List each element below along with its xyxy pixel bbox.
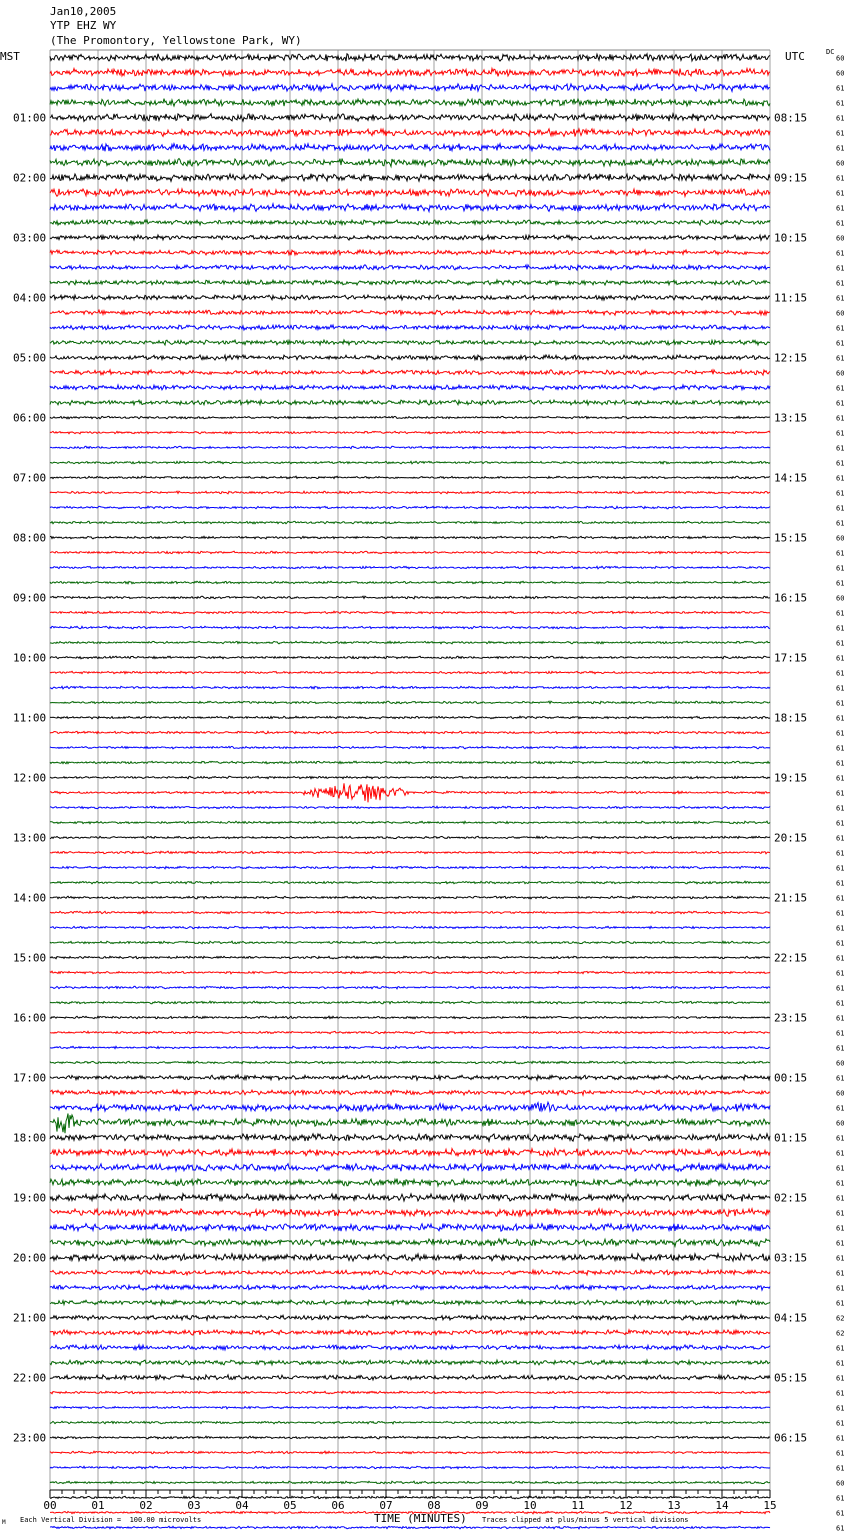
trace-line — [50, 1149, 770, 1157]
dc-offset-label: 61 — [836, 99, 845, 108]
trace-line — [50, 1285, 770, 1290]
trace-line — [50, 1075, 770, 1080]
dc-offset-label: 61 — [836, 819, 845, 828]
dc-offset-label: 61 — [836, 399, 845, 408]
trace-line — [50, 581, 770, 584]
dc-offset-label: 61 — [836, 1014, 845, 1023]
dc-offset-label: 60 — [836, 69, 845, 78]
trace-line — [50, 671, 770, 674]
trace-line — [50, 1375, 770, 1380]
trace-line — [50, 911, 770, 914]
dc-offset-label: 61 — [836, 459, 845, 468]
dc-offset-label: 61 — [836, 339, 845, 348]
trace-line — [50, 54, 770, 61]
trace-line — [50, 506, 770, 509]
trace-line — [50, 1001, 770, 1004]
vertical-division-note: Each Vertical Division = 100.00 microvolts — [20, 1516, 202, 1524]
x-tick-label: 12 — [619, 1499, 633, 1512]
right-hour-label: 16:15 — [774, 591, 808, 605]
trace-line — [50, 1061, 770, 1064]
dc-offset-label: 60 — [836, 159, 845, 168]
trace-line — [50, 1134, 770, 1141]
trace-line — [50, 340, 770, 345]
trace-line — [50, 1466, 770, 1468]
dc-offset-label: 61 — [836, 744, 845, 753]
dc-offset-label: 61 — [836, 759, 845, 768]
left-hour-label: 07:00 — [13, 471, 47, 485]
trace-line — [50, 1239, 770, 1246]
trace-line — [50, 250, 770, 255]
trace-line — [50, 295, 770, 300]
dc-offset-label: 60 — [836, 369, 845, 378]
trace-line — [50, 1421, 770, 1424]
left-hour-label: 10:00 — [13, 651, 47, 665]
right-hour-label: 19:15 — [774, 771, 808, 785]
left-hour-label: 22:00 — [13, 1371, 47, 1385]
left-hour-label: 03:00 — [13, 231, 47, 245]
trace-line — [50, 731, 770, 734]
dc-offset-label: 61 — [836, 129, 845, 138]
trace-line — [50, 99, 770, 107]
trace-line — [50, 1254, 770, 1261]
right-hour-label: 06:15 — [774, 1431, 808, 1445]
right-timezone-label: UTC — [785, 50, 805, 63]
trace-line — [50, 716, 770, 719]
dc-offset-label: 61 — [836, 684, 845, 693]
dc-offset-label: 60 — [836, 309, 845, 318]
trace-line — [50, 189, 770, 197]
trace-line — [50, 1114, 770, 1134]
dc-offset-label: 60 — [836, 1089, 845, 1098]
x-axis — [43, 1490, 776, 1512]
left-hour-label: 05:00 — [13, 351, 47, 365]
dc-offset-label: 61 — [836, 729, 845, 738]
dc-offset-label: 61 — [836, 789, 845, 798]
dc-offset-label: 61 — [836, 804, 845, 813]
dc-offset-label: 61 — [836, 1464, 845, 1473]
trace-line — [50, 596, 770, 599]
dc-offset-label: 61 — [836, 1524, 845, 1533]
header-station: YTP EHZ WY — [50, 19, 117, 32]
trace-line — [50, 1194, 770, 1202]
dc-offset-label: 61 — [836, 924, 845, 933]
trace-line — [50, 280, 770, 285]
trace-line — [50, 1270, 770, 1275]
right-hour-label: 13:15 — [774, 411, 808, 425]
trace-line — [50, 69, 770, 77]
dc-offset-label: 61 — [836, 564, 845, 573]
x-tick-label: 06 — [331, 1499, 345, 1512]
dc-offset-label: 61 — [836, 699, 845, 708]
trace-line — [50, 1496, 770, 1499]
right-hour-label: 20:15 — [774, 831, 808, 845]
left-hour-label: 11:00 — [13, 711, 47, 725]
trace-line — [50, 866, 770, 869]
right-hour-label: 21:15 — [774, 891, 808, 905]
left-timezone-label: MST — [0, 50, 20, 63]
trace-line — [50, 926, 770, 928]
right-hour-label: 00:15 — [774, 1071, 808, 1085]
right-hour-label: 05:15 — [774, 1371, 808, 1385]
trace-line — [50, 896, 770, 899]
dc-offset-label: 61 — [836, 1419, 845, 1428]
trace-line — [50, 941, 770, 944]
trace-line — [50, 746, 770, 749]
trace-line — [50, 114, 770, 122]
left-hour-label: 08:00 — [13, 531, 47, 545]
dc-offset-label: 61 — [836, 1404, 845, 1413]
trace-line — [50, 1315, 770, 1320]
dc-label: DC — [826, 48, 835, 56]
left-hour-label: 19:00 — [13, 1191, 47, 1205]
dc-offset-label: 61 — [836, 1284, 845, 1293]
dc-offset-label: 61 — [836, 609, 845, 618]
dc-offset-label: 61 — [836, 1254, 845, 1263]
trace-line — [50, 370, 770, 375]
trace-line — [50, 536, 770, 539]
trace-line — [50, 129, 770, 137]
right-hour-label: 03:15 — [774, 1251, 808, 1265]
dc-offset-label: 61 — [836, 1179, 845, 1188]
trace-line — [50, 1451, 770, 1454]
dc-offset-label: 61 — [836, 654, 845, 663]
trace-line — [50, 956, 770, 959]
trace-line — [50, 1360, 770, 1365]
dc-offset-label: 61 — [836, 144, 845, 153]
left-hour-label: 16:00 — [13, 1011, 47, 1025]
trace-line — [50, 265, 770, 270]
dc-offset-label: 61 — [836, 954, 845, 963]
trace-line — [50, 1016, 770, 1019]
right-hour-label: 11:15 — [774, 291, 808, 305]
dc-offset-label: 61 — [836, 849, 845, 858]
trace-line — [50, 235, 770, 240]
dc-offset-label: 61 — [836, 834, 845, 843]
trace-line — [50, 1164, 770, 1172]
x-tick-label: 03 — [187, 1499, 201, 1512]
dc-offset-label: 61 — [836, 219, 845, 228]
dc-offset-label: 60 — [836, 594, 845, 603]
x-tick-label: 00 — [43, 1499, 57, 1512]
header-location: (The Promontory, Yellowstone Park, WY) — [50, 34, 302, 47]
dc-offset-label: 61 — [836, 429, 845, 438]
trace-line — [50, 686, 770, 689]
clip-note: Traces clipped at plus/minus 5 vertical divisions — [482, 1516, 689, 1524]
left-hour-label: 15:00 — [13, 951, 47, 965]
dc-offset-label: 61 — [836, 774, 845, 783]
right-hour-label: 18:15 — [774, 711, 808, 725]
trace-line — [50, 491, 770, 494]
x-tick-label: 02 — [139, 1499, 153, 1512]
dc-offset-label: 61 — [836, 384, 845, 393]
dc-offset-label: 61 — [836, 1494, 845, 1503]
dc-offset-label: 61 — [836, 1029, 845, 1038]
right-hour-label: 02:15 — [774, 1191, 808, 1205]
trace-line — [50, 355, 770, 360]
dc-offset-label: 61 — [836, 204, 845, 213]
trace-line — [50, 881, 770, 884]
dc-offset-label: 61 — [836, 579, 845, 588]
trace-line — [50, 1209, 770, 1217]
dc-offset-label: 61 — [836, 1104, 845, 1113]
x-tick-label: 14 — [715, 1499, 729, 1512]
trace-line — [50, 656, 770, 659]
trace-line — [50, 1526, 770, 1529]
trace-line — [50, 1436, 770, 1439]
left-hour-label: 02:00 — [13, 171, 47, 185]
trace-line — [50, 1481, 770, 1484]
dc-offset-label: 61 — [836, 504, 845, 513]
dc-offset-label: 61 — [836, 1374, 845, 1383]
dc-offset-label: 61 — [836, 879, 845, 888]
traces — [50, 54, 770, 1534]
dc-offset-label: 60 — [836, 1479, 845, 1488]
trace-line — [50, 626, 770, 629]
left-hour-label: 23:00 — [13, 1431, 47, 1445]
dc-offset-label: 61 — [836, 624, 845, 633]
right-hour-label: 14:15 — [774, 471, 808, 485]
right-hour-label: 04:15 — [774, 1311, 808, 1325]
dc-offset-label: 61 — [836, 1164, 845, 1173]
left-hour-label: 14:00 — [13, 891, 47, 905]
left-hour-label: 06:00 — [13, 411, 47, 425]
dc-offset-label: 61 — [836, 1389, 845, 1398]
dc-offset-label: 61 — [836, 264, 845, 273]
right-hour-label: 01:15 — [774, 1131, 808, 1145]
right-hour-label: 22:15 — [774, 951, 808, 965]
trace-line — [50, 971, 770, 974]
trace-line — [50, 1031, 770, 1033]
dc-offset-label: 60 — [836, 234, 845, 243]
dc-offset-label: 61 — [836, 84, 845, 93]
right-hour-label: 08:15 — [774, 111, 808, 125]
left-hour-label: 18:00 — [13, 1131, 47, 1145]
dc-offset-label: 61 — [836, 174, 845, 183]
left-hour-label: 21:00 — [13, 1311, 47, 1325]
left-hour-label: 01:00 — [13, 111, 47, 125]
dc-offset-label: 61 — [836, 414, 845, 423]
dc-offset-label: 61 — [836, 1509, 845, 1518]
dc-offset-label: 61 — [836, 999, 845, 1008]
dc-offset-label: 61 — [836, 1359, 845, 1368]
trace-line — [50, 310, 770, 315]
x-tick-label: 07 — [379, 1499, 393, 1512]
x-tick-label: 05 — [283, 1499, 297, 1512]
trace-line — [50, 641, 770, 644]
dc-offset-label: 61 — [836, 1224, 845, 1233]
x-tick-label: 10 — [523, 1499, 537, 1512]
trace-line — [50, 783, 770, 802]
trace-line — [50, 84, 770, 91]
dc-offset-label: 60 — [836, 54, 845, 63]
dc-offset-label: 61 — [836, 474, 845, 483]
trace-line — [50, 776, 770, 779]
trace-line — [50, 1046, 770, 1049]
left-hour-label: 09:00 — [13, 591, 47, 605]
trace-line — [50, 1090, 770, 1095]
dc-offset-label: 61 — [836, 549, 845, 558]
dc-offset-label: 61 — [836, 669, 845, 678]
dc-offset-label: 61 — [836, 639, 845, 648]
left-hour-label: 12:00 — [13, 771, 47, 785]
trace-line — [50, 566, 770, 569]
left-hour-label: 13:00 — [13, 831, 47, 845]
dc-offset-label: 61 — [836, 864, 845, 873]
dc-offset-label: 61 — [836, 189, 845, 198]
trace-line — [50, 1330, 770, 1335]
dc-offset-label: 61 — [836, 1239, 845, 1248]
trace-line — [50, 204, 770, 212]
right-hour-label: 17:15 — [774, 651, 808, 665]
dc-offset-label: 61 — [836, 1074, 845, 1083]
dc-offset-label: 61 — [836, 444, 845, 453]
trace-line — [50, 1406, 770, 1409]
trace-line — [50, 806, 770, 808]
trace-line — [50, 1391, 770, 1394]
header-date: Jan10,2005 — [50, 5, 117, 18]
dc-offset-label: 61 — [836, 354, 845, 363]
dc-offset-label: 61 — [836, 519, 845, 528]
dc-offset-label: 61 — [836, 294, 845, 303]
dc-offset-label: 60 — [836, 1119, 845, 1128]
trace-line — [50, 1102, 770, 1111]
trace-line — [50, 416, 770, 419]
dc-offset-label: 61 — [836, 1149, 845, 1158]
dc-offset-label: 61 — [836, 1269, 845, 1278]
dc-offset-label: 61 — [836, 489, 845, 498]
dc-offset-label: 61 — [836, 984, 845, 993]
corner-mark: M — [2, 1519, 6, 1526]
dc-offset-label: 62 — [836, 1314, 845, 1323]
trace-line — [50, 446, 770, 449]
dc-offset-label: 61 — [836, 894, 845, 903]
right-hour-label: 15:15 — [774, 531, 808, 545]
left-hour-label: 04:00 — [13, 291, 47, 305]
x-axis-title: TIME (MINUTES) — [374, 1512, 467, 1525]
dc-offset-label: 60 — [836, 534, 845, 543]
trace-line — [50, 385, 770, 390]
trace-line — [50, 325, 770, 330]
trace-line — [50, 159, 770, 167]
dc-offset-label: 61 — [836, 1134, 845, 1143]
left-hour-label: 20:00 — [13, 1251, 47, 1265]
trace-line — [50, 461, 770, 464]
trace-line — [50, 851, 770, 854]
trace-line — [50, 144, 770, 152]
trace-line — [50, 174, 770, 182]
dc-offset-label: 61 — [836, 324, 845, 333]
right-hour-label: 10:15 — [774, 231, 808, 245]
trace-line — [50, 1345, 770, 1350]
x-tick-label: 13 — [667, 1499, 681, 1512]
dc-offset-label: 61 — [836, 1344, 845, 1353]
dc-offset-label: 61 — [836, 1194, 845, 1203]
trace-line — [50, 551, 770, 554]
left-hour-label: 17:00 — [13, 1071, 47, 1085]
dc-offset-label: 61 — [836, 1449, 845, 1458]
dc-offset-label: 61 — [836, 1299, 845, 1308]
dc-offset-label: 61 — [836, 939, 845, 948]
dc-offset-label: 60 — [836, 1059, 845, 1068]
dc-offset-label: 61 — [836, 969, 845, 978]
dc-offset-label: 61 — [836, 714, 845, 723]
dc-offset-label: 61 — [836, 1434, 845, 1443]
dc-offset-label: 61 — [836, 1044, 845, 1053]
trace-line — [50, 821, 770, 824]
right-hour-label: 09:15 — [774, 171, 808, 185]
trace-line — [50, 1300, 770, 1305]
x-tick-label: 04 — [235, 1499, 249, 1512]
dc-offset-label: 61 — [836, 249, 845, 258]
right-hour-label: 23:15 — [774, 1011, 808, 1025]
x-tick-label: 15 — [763, 1499, 777, 1512]
x-tick-label: 09 — [475, 1499, 489, 1512]
trace-line — [50, 1224, 770, 1232]
right-hour-label: 12:15 — [774, 351, 808, 365]
x-tick-label: 01 — [91, 1499, 105, 1512]
trace-line — [50, 521, 770, 524]
hour-labels — [13, 55, 844, 1534]
trace-line — [50, 701, 770, 704]
dc-offset-label: 61 — [836, 279, 845, 288]
trace-line — [50, 836, 770, 838]
trace-line — [50, 220, 770, 225]
trace-line — [50, 761, 770, 764]
x-tick-label: 08 — [427, 1499, 441, 1512]
dc-offset-label: 61 — [836, 114, 845, 123]
trace-line — [50, 400, 770, 405]
dc-offset-label: 61 — [836, 1209, 845, 1218]
dc-offset-label: 61 — [836, 909, 845, 918]
dc-offset-label: 62 — [836, 1329, 845, 1338]
trace-line — [50, 1179, 770, 1187]
trace-line — [50, 611, 770, 614]
x-tick-label: 11 — [571, 1499, 585, 1512]
trace-line — [50, 476, 770, 479]
trace-line — [50, 986, 770, 989]
trace-line — [50, 431, 770, 434]
